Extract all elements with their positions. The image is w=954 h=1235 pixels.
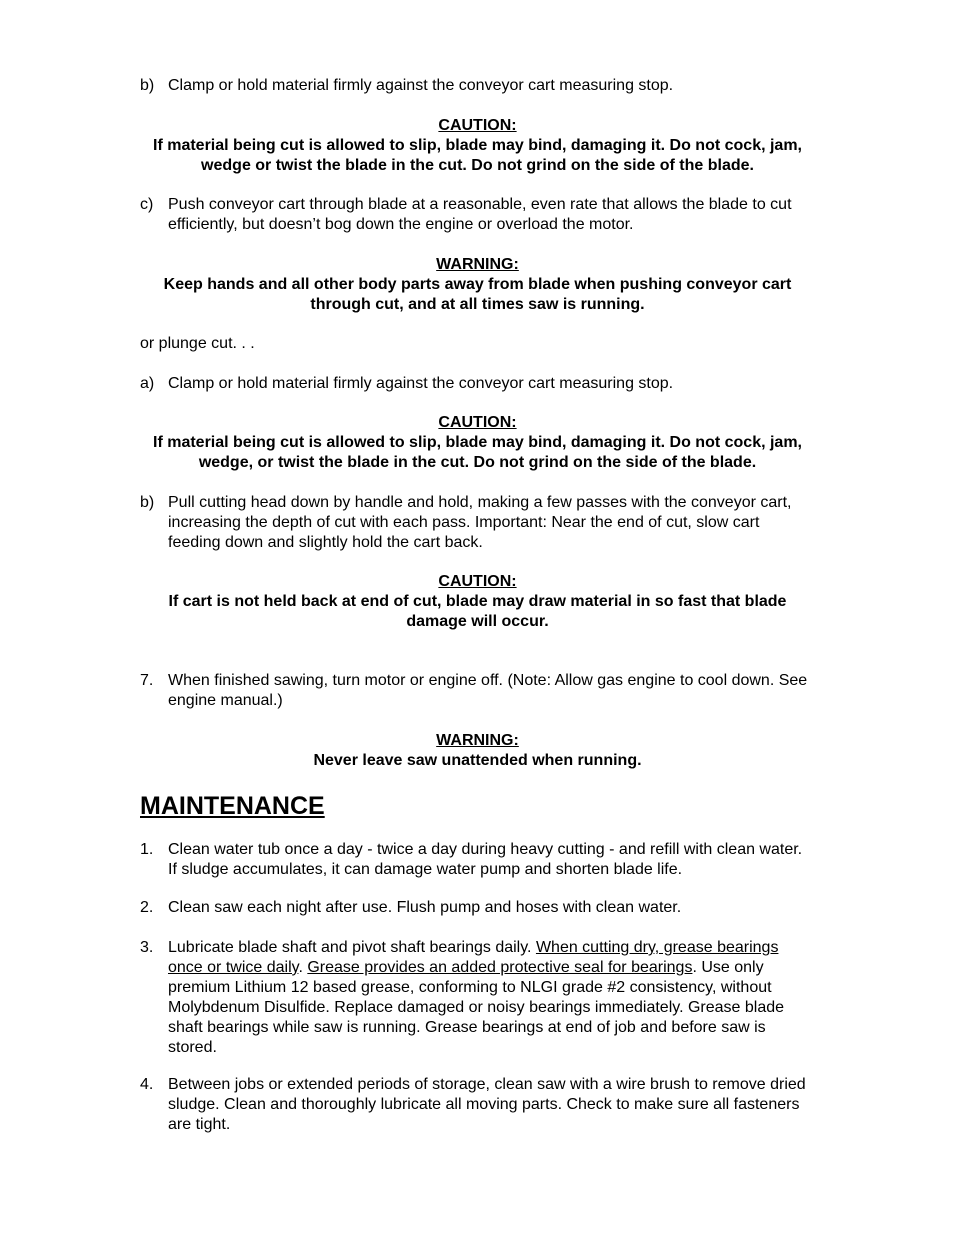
list-text <box>168 938 815 1058</box>
list-marker: 7. <box>140 672 154 689</box>
list-text: Pull cutting head down by handle and hold, making a few passes with the conveyor cart, increasing the depth of cut with each pass. Important: Near the end of cut, slow cart feeding down and slightly hold the cart back. <box>168 494 792 551</box>
caution-text: If cart is not held back at end of cut, blade may draw material in so fast that blade damage will occur. <box>168 593 787 630</box>
text-segment: Lubricate blade shaft and pivot shaft bearings daily. <box>168 939 536 956</box>
list-text: Clamp or hold material firmly against the conveyor cart measuring stop. <box>168 77 674 94</box>
underlined-text: Grease provides an added protective seal for bearings <box>307 959 693 976</box>
maintenance-heading: MAINTENANCE <box>140 792 325 820</box>
warning-notice <box>140 255 815 315</box>
warning-text: Keep hands and all other body parts away from blade when pushing conveyor cart through cut, and at all times saw is running. <box>163 276 792 313</box>
list-item <box>140 938 815 1058</box>
list-text: Push conveyor cart through blade at a reasonable, even rate that allows the blade to cut efficiently, but doesn’t bog down the engine or overload the motor. <box>168 196 792 233</box>
list-text: Between jobs or extended periods of storage, clean saw with a wire brush to remove dried sludge. Clean and thoroughly lubricate all moving parts. Check to make sure all fasteners are tight. <box>168 1076 806 1133</box>
list-item <box>140 1075 815 1135</box>
list-marker: c) <box>140 196 154 213</box>
text-segment: . Use only premium Lithium 12 based grease, conforming to NLGI grade #2 consistency, without Molybdenum Disulfide. Replace damaged or noisy bearings immediately. Grease blade shaft bearings while saw is running. Grease bearings at end of job and before saw is stored. <box>168 959 785 1056</box>
list-text: Clean saw each night after use. Flush pump and hoses with clean water. <box>168 899 682 916</box>
list-marker: a) <box>140 375 155 392</box>
list-item <box>140 493 815 553</box>
list-text: When finished sawing, turn motor or engine off. (Note: Allow gas engine to cool down. See engine manual.) <box>168 672 808 709</box>
caution-heading: CAUTION: <box>438 573 517 590</box>
list-text: Clamp or hold material firmly against the conveyor cart measuring stop. <box>168 375 674 392</box>
warning-heading: WARNING: <box>436 256 519 273</box>
list-item <box>140 898 815 918</box>
caution-text: If material being cut is allowed to slip, blade may bind, damaging it. Do not cock, jam, wedge or twist the blade in the cut. Do not grind on the side of the blade. <box>153 137 802 174</box>
warning-text: Never leave saw unattended when running. <box>313 752 642 769</box>
caution-text: If material being cut is allowed to slip, blade may bind, damaging it. Do not cock, jam, wedge, or twist the blade in the cut. Do not grind on the side of the blade. <box>153 434 802 471</box>
list-item <box>140 840 815 880</box>
warning-notice <box>140 731 815 771</box>
plunge-cut-intro: or plunge cut. . . <box>140 335 255 352</box>
list-marker: 1. <box>140 841 154 858</box>
list-item <box>140 671 815 711</box>
caution-notice <box>140 116 815 176</box>
list-item <box>140 195 815 235</box>
list-item <box>140 76 815 96</box>
caution-heading: CAUTION: <box>438 414 517 431</box>
text-segment: . <box>298 959 308 976</box>
caution-notice <box>140 572 815 632</box>
list-marker: b) <box>140 77 155 94</box>
list-marker: b) <box>140 494 155 511</box>
caution-notice <box>140 413 815 473</box>
list-marker: 3. <box>140 939 154 956</box>
list-marker: 4. <box>140 1076 154 1093</box>
underlined-text: When cutting dry, grease bearings once or twice daily <box>168 939 779 976</box>
caution-heading: CAUTION: <box>438 117 517 134</box>
list-text: Clean water tub once a day - twice a day during heavy cutting - and refill with clean water. If sludge accumulates, it can damage water pump and shorten blade life. <box>168 841 803 878</box>
list-item <box>140 374 815 394</box>
list-marker: 2. <box>140 899 154 916</box>
warning-heading: WARNING: <box>436 732 519 749</box>
